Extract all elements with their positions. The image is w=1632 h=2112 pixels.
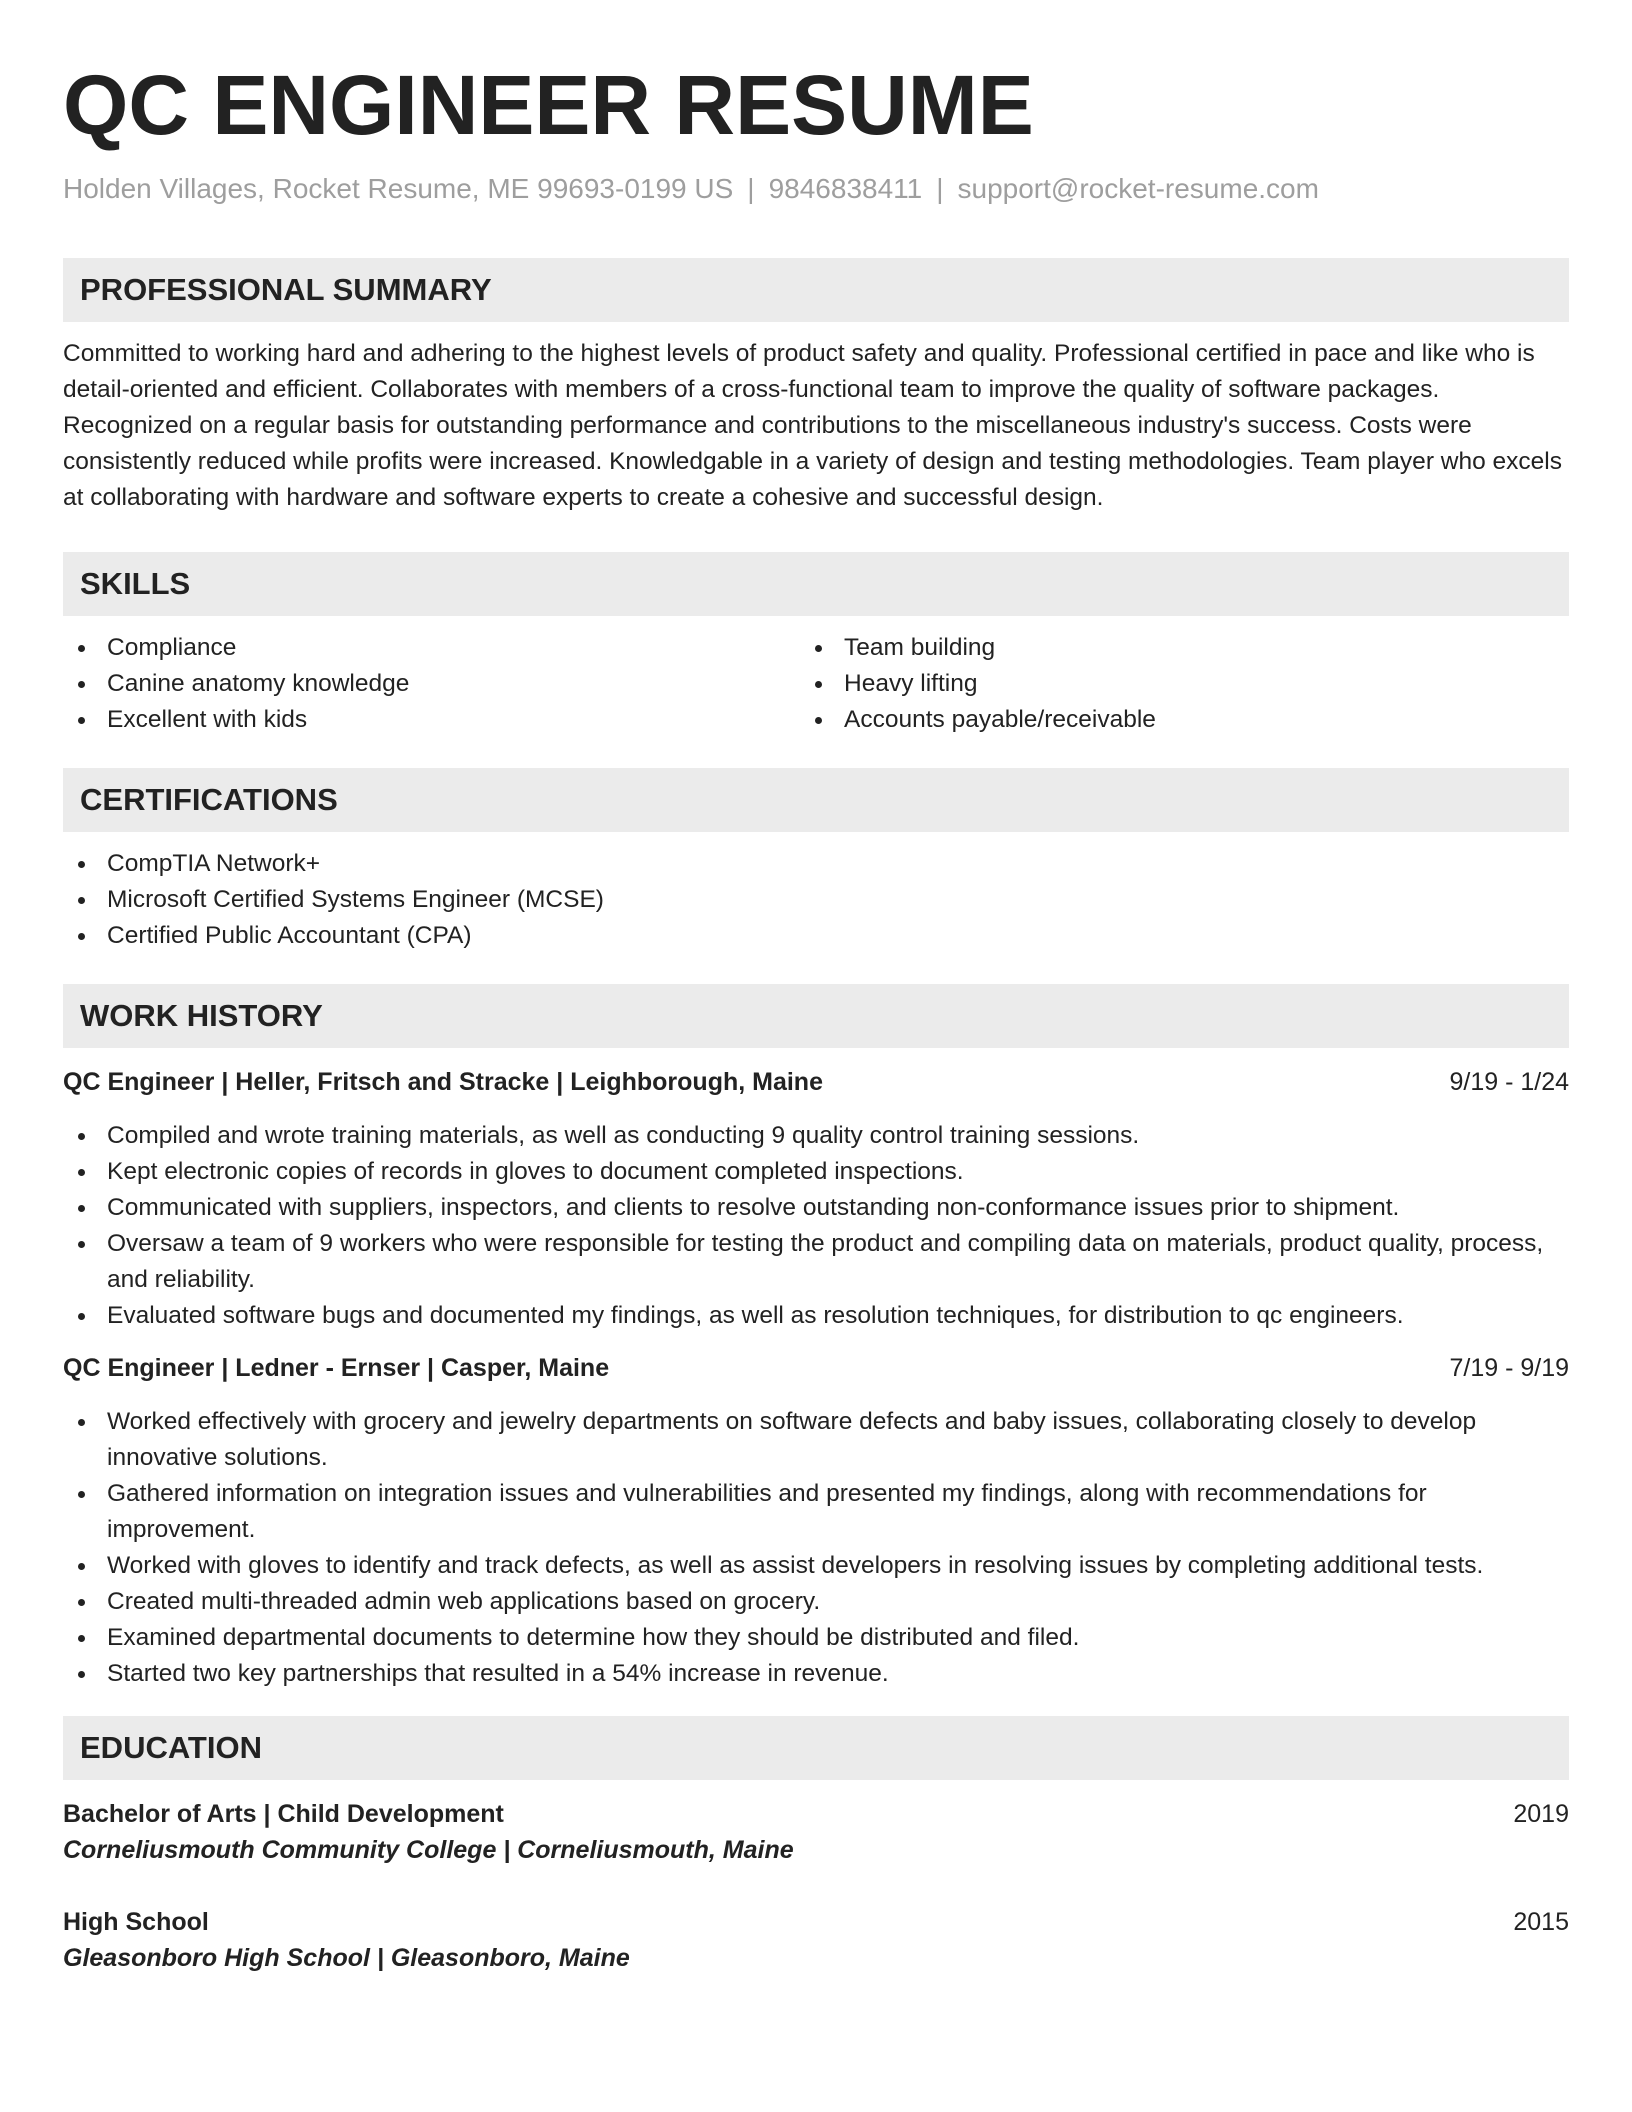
education-entry <box>63 1796 1569 1868</box>
job-title: QC Engineer | Ledner - Ernser | Casper, Maine <box>63 1354 610 1382</box>
education-school: Corneliusmouth Community College | Corneliusmouth, Maine <box>63 1836 794 1864</box>
job-bullet: Compiled and wrote training materials, as well as conducting 9 quality control training sessions. <box>63 1118 1569 1154</box>
section-header-certifications: CERTIFICATIONS <box>63 768 1569 832</box>
education-degree: High School <box>63 1908 209 1936</box>
skill-item: Accounts payable/receivable <box>800 702 1537 738</box>
education-degree: Bachelor of Arts | Child Development <box>63 1800 504 1828</box>
contact-email: support@rocket-resume.com <box>957 173 1319 204</box>
job-dates: 9/19 - 1/24 <box>1449 1068 1569 1096</box>
job-title: QC Engineer | Heller, Fritsch and Stracke | Leighborough, Maine <box>63 1068 823 1096</box>
section-header-skills: SKILLS <box>63 552 1569 616</box>
certification-item: Microsoft Certified Systems Engineer (MCSE) <box>63 882 1569 918</box>
job-bullet: Worked effectively with grocery and jewelry departments on software defects and baby issues, collaborating closely to develop innovative solutions. <box>63 1404 1569 1476</box>
skill-item: Team building <box>800 630 1537 666</box>
job-bullet: Oversaw a team of 9 workers who were responsible for testing the product and compiling data on materials, product quality, process, and reliability. <box>63 1226 1569 1298</box>
job-bullet: Worked with gloves to identify and track defects, as well as assist developers in resolving issues by completing additional tests. <box>63 1548 1569 1584</box>
job-bullet: Evaluated software bugs and documented my findings, as well as resolution techniques, for distribution to qc engineers. <box>63 1298 1569 1334</box>
job-bullet: Created multi-threaded admin web applications based on grocery. <box>63 1584 1569 1620</box>
skill-item: Canine anatomy knowledge <box>63 666 800 702</box>
contact-separator: | <box>747 173 755 204</box>
resume-title: QC ENGINEER RESUME <box>63 58 1034 152</box>
job-bullet: Examined departmental documents to determine how they should be distributed and filed. <box>63 1620 1569 1656</box>
skill-item: Heavy lifting <box>800 666 1537 702</box>
job-bullet: Started two key partnerships that resulted in a 54% increase in revenue. <box>63 1656 1569 1692</box>
job-bullet: Communicated with suppliers, inspectors, and clients to resolve outstanding non-conformance issues prior to shipment. <box>63 1190 1569 1226</box>
skill-item: Excellent with kids <box>63 702 800 738</box>
education-year: 2015 <box>1513 1908 1569 1936</box>
job-bullets <box>63 1404 1569 1692</box>
job-heading <box>63 1064 1569 1100</box>
certifications-list <box>63 846 1569 954</box>
contact-phone: 9846838411 <box>768 173 923 204</box>
skills-list-right <box>800 630 1537 738</box>
section-header-work-history: WORK HISTORY <box>63 984 1569 1048</box>
job-bullets <box>63 1118 1569 1334</box>
education-year: 2019 <box>1513 1800 1569 1828</box>
education-entry <box>63 1904 1569 1976</box>
job-bullet: Gathered information on integration issues and vulnerabilities and presented my findings, along with recommendations for improvement. <box>63 1476 1569 1548</box>
contact-separator: | <box>936 173 944 204</box>
section-header-summary: PROFESSIONAL SUMMARY <box>63 258 1569 322</box>
job-heading <box>63 1350 1569 1386</box>
skills-grid <box>63 630 1569 738</box>
contact-line <box>63 172 1569 206</box>
skills-list-left <box>63 630 800 738</box>
skill-item: Compliance <box>63 630 800 666</box>
education-heading <box>63 1904 1569 1940</box>
job-dates: 7/19 - 9/19 <box>1449 1354 1569 1382</box>
section-header-education: EDUCATION <box>63 1716 1569 1780</box>
contact-address: Holden Villages, Rocket Resume, ME 99693-0199 US <box>63 173 734 204</box>
job-bullet: Kept electronic copies of records in gloves to document completed inspections. <box>63 1154 1569 1190</box>
summary-text: Committed to working hard and adhering to the highest levels of product safety and quality. Professional certified in pace and like who is detail-oriented and efficient. Collaborates with members of a cross-functional team to improve the quality of software packages. Recognized on a regular basis for outstanding performance and contributions to the miscellaneous industry's success. Costs were consistently reduced while profits were increased. Knowledgable in a variety of design and testing methodologies. Team player who excels at collaborating with hardware and software experts to create a cohesive and successful design. <box>63 340 1562 511</box>
education-heading <box>63 1796 1569 1832</box>
education-school: Gleasonboro High School | Gleasonboro, Maine <box>63 1944 630 1972</box>
certification-item: Certified Public Accountant (CPA) <box>63 918 1569 954</box>
certification-item: CompTIA Network+ <box>63 846 1569 882</box>
